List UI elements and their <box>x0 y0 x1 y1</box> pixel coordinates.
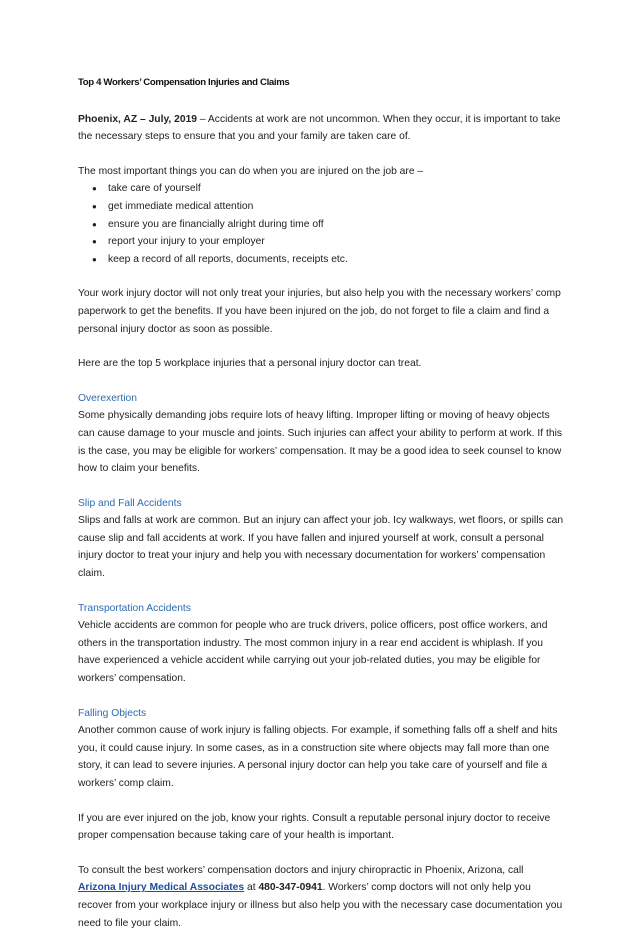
list-item <box>78 216 564 234</box>
list-intro: The most important things you can do when you are injured on the job are – <box>78 165 424 177</box>
closing-text-start: To consult the best workers’ compensation doctors and injury chiropractic in Phoenix, Arizona, call <box>78 864 524 876</box>
bullet-icon: ● <box>92 237 97 247</box>
arizona-injury-link[interactable]: Arizona Injury Medical Associates <box>78 882 245 894</box>
intro-text: – Accidents at work are not uncommon. When they occur, it is important to take the necessary steps to ensure that you and your family are taken care of. <box>78 113 561 143</box>
bullet-icon: ● <box>92 184 97 194</box>
top5-paragraph: Here are the top 5 workplace injuries that a personal injury doctor can treat. <box>78 358 422 370</box>
doctor-paragraph: Your work injury doctor will not only treat your injuries, but also help you with the necessary workers’ comp paperwork to get the benefits. If you have been injured on the job, do not forget to file a claim and find a personal injury doctor as soon as possible. <box>78 288 561 335</box>
tips-list <box>78 180 564 268</box>
section-heading: Transportation Accidents <box>78 602 191 614</box>
bullet-icon: ● <box>92 254 97 264</box>
list-item-text: keep a record of all reports, documents, receipts etc. <box>108 253 348 265</box>
list-item <box>78 198 564 216</box>
section-heading: Slip and Fall Accidents <box>78 497 182 509</box>
intro-paragraph <box>78 111 564 146</box>
section-body: Another common cause of work injury is falling objects. For example, if something falls off a shelf and hits you, it could cause injury. In some cases, as in a construction site where objects may fall more than one story, it can lead to severe injuries. A personal injury doctor can help you take care of yourself and file a workers’ comp claim. <box>78 725 558 789</box>
closing-text-mid: at <box>244 882 259 894</box>
list-item-text: take care of yourself <box>108 183 201 195</box>
list-item-text: get immediate medical attention <box>108 200 254 212</box>
section-slip-and-fall <box>78 495 564 583</box>
section-overexertion <box>78 390 564 478</box>
dateline: Phoenix, AZ – July, 2019 <box>78 113 198 125</box>
section-heading: Falling Objects <box>78 707 147 719</box>
closing-text-end: . Workers’ comp doctors will not only help you recover from your workplace injury or illness but also help you with the necessary case documentation you need to file your claim. <box>78 882 563 929</box>
list-item <box>78 180 564 198</box>
rights-paragraph: If you are ever injured on the job, know your rights. Consult a reputable personal injury doctor to receive proper compensation because taking care of your health is important. <box>78 812 551 842</box>
list-item <box>78 251 564 269</box>
list-item <box>78 233 564 251</box>
section-transportation <box>78 600 564 688</box>
phone-number: 480-347-0941 <box>258 882 323 894</box>
bullet-icon: ● <box>92 219 97 229</box>
document-title: Top 4 Workers’ Compensation Injuries and Claims <box>78 77 290 88</box>
list-item-text: ensure you are financially alright during time off <box>108 218 324 230</box>
closing-paragraph <box>78 862 564 932</box>
document-body <box>78 74 564 949</box>
section-body: Vehicle accidents are common for people who are truck drivers, police officers, post office workers, and others in the transportation industry. The most common injury in a rear end accident is whiplash. If you have experienced a vehicle accident while carrying out your job-related duties, you may be eligible for workers’ compensation. <box>78 620 548 685</box>
list-item-text: report your injury to your employer <box>108 236 265 248</box>
bullet-icon: ● <box>92 201 97 211</box>
section-body: Some physically demanding jobs require lots of heavy lifting. Improper lifting or moving of heavy objects can cause damage to your muscle and joints. Such injuries can affect your ability to perform at work. If this is the case, you may be eligible for workers’ compensation. It may be a good idea to seek counsel to know how to claim your benefits. <box>78 410 562 475</box>
section-heading: Overexertion <box>78 392 137 404</box>
section-falling-objects <box>78 705 564 793</box>
section-body: Slips and falls at work are common. But an injury can affect your job. Icy walkways, wet floors, or spills can cause slip and fall accidents at work. If you have fallen and injured yourself at work, consult a personal injury doctor to treat your injury and help you with necessary documentation for workers’ compensation claim. <box>78 515 564 580</box>
